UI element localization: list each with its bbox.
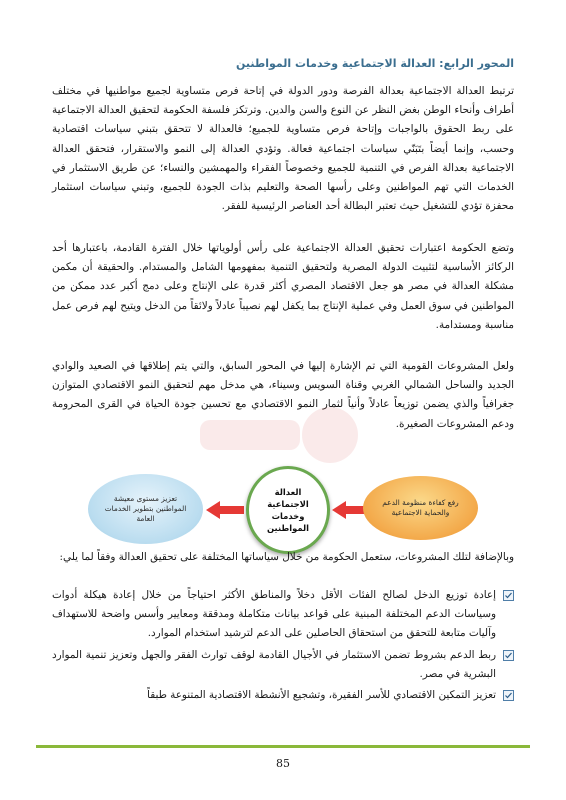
paragraph-2: وتضع الحكومة اعتبارات تحقيق العدالة الاجتماعية على رأس أولوياتها خلال الفترة القادمة، باعتبارها أحد الركائز الأساسية لتثبيت الدولة المصرية ولتحقيق التنمية بمفهومها الشامل والمستدام. والحقيقة أن مكمن مشكلة العدالة في مصر هو جعل الاقتصاد المصري أكثر قدرة على الإنتاج وعلى دمج أكبر عدد ممكن من المواطنين في سوق العمل وفي عملية الإنتاج بما يكفل لهم نصيباً عادلاً ولائقاً من الدخل ويتيح لهم فرص عمل مناسبة ومستدامة. — [52, 242, 514, 331]
paragraph-3: ولعل المشروعات القومية التي تم الإشارة إليها في المحور السابق، والتي يتم إطلاقها في الصعيد والوادي الجديد والساحل الشمالي الغربي وقناة السويس وسيناء، هي مدخل مهم لتحقيق النمو الاقتصادي المتوازن جغرافياً والذي يضمن توزيعاً عادلاً وأنياً لثمار النمو الاقتصادي مع تحسين جودة الحياة في القرى المحرومة ودعم المشروعات الصغيرة. — [52, 360, 514, 430]
bullet-text: تعزيز التمكين الاقتصادي للأسر الفقيرة، وتشجيع الأنشطة الاقتصادية المتنوعة طبقاً — [147, 689, 496, 702]
diagram-node-social-justice: العدالة الاجتماعية وخدمات المواطنين — [246, 466, 330, 554]
red-arrow-icon — [206, 500, 244, 520]
checkbox-bullet-icon — [503, 690, 514, 701]
list-item — [52, 586, 514, 644]
diagram-node-support-system: رفع كفاءة منظومة الدعم والحماية الاجتماعية — [363, 476, 478, 540]
checkbox-bullet-icon — [503, 590, 514, 601]
footer-divider — [36, 745, 530, 748]
list-item — [52, 646, 514, 684]
list-item — [52, 686, 514, 705]
bullet-text: إعادة توزيع الدخل لصالح الفئات الأقل دخلاً والمناطق الأكثر احتياجاً من خلال إعادة هيكلة أدوات وسياسات الدعم المختلفة المبنية على قواعد بيانات متكاملة ومدققة ومعايير وأسس واضحة للاستهداف وآليات متابعة للتحقق من استحقاق الحاصلين على الدعم لترشيد استخدام الموارد. — [52, 589, 496, 640]
paragraph-1: ترتبط العدالة الاجتماعية بعدالة الفرصة ودور الدولة في إتاحة فرص متساوية لجميع مواطنيها في مختلف أطراف وأنحاء الوطن بغض النظر عن النوع والسن والدين. وترتكز فلسفة الحكومة لتحقيق العدالة الاجتماعية على ربط الحقوق بالواجبات وإتاحة فرص متساوية للجميع؛ فالعدالة لا تتحقق بتبني سياسات اقتصادية وحسب، وإنما أيضاً بتَبَنّي سياسات اجتماعية فعالة. وتؤدي العدالة إلى النمو والاستقرار، فتحقق العدالة الاجتماعية بعدالة الفرص في التنمية للجميع وخصوصاً الفقراء والمهمشين والنساء؛ عن طريق الاستثمار في الخدمات التي تهم المواطنين وعلى رأسها الصحة والتعليم بذات الجودة للجميع، وتبني سياسات استثمار محفزة تؤدي للتشغيل حيث تعتبر البطالة أحد العناصر الرئيسية للفقر. — [52, 85, 514, 213]
section-heading: المحور الرابع: العدالة الاجتماعية وخدمات المواطنين — [235, 57, 514, 70]
diagram-node-services: تعزيز مستوى معيشة المواطنين بتطوير الخدمات العامة — [88, 474, 203, 544]
bullet-text: ربط الدعم بشروط تضمن الاستثمار في الأجيال القادمة لوقف توارث الفقر والجهل وتعزيز تنمية الموارد البشرية في مصر. — [52, 648, 496, 680]
page-number: 85 — [276, 757, 290, 770]
bullets-intro: وبالإضافة لتلك المشروعات، ستعمل الحكومة من خلال سياساتها المختلفة على تحقيق العدالة وفقاً لما يلي: — [59, 551, 514, 563]
diagram — [88, 466, 478, 558]
checkbox-bullet-icon — [503, 650, 514, 661]
bullet-list — [52, 586, 514, 707]
